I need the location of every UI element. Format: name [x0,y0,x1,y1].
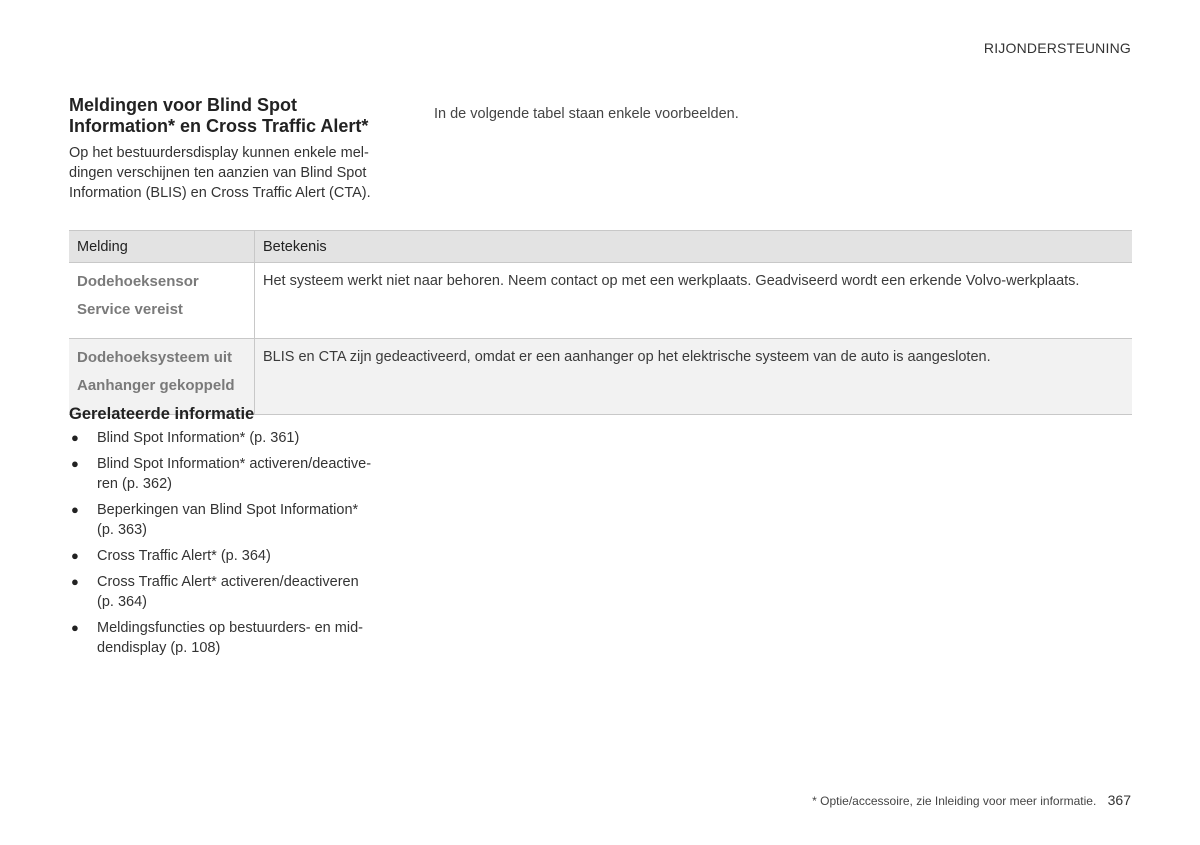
section-title [69,95,399,137]
meaning-cell: BLIS en CTA zijn gedeactiveerd, omdat er een aanhanger op het elektrische systeem van de auto is aangesloten. [255,339,1133,415]
related-link-text: (p. 364) [97,594,147,610]
page-number: 367 [1107,792,1131,808]
intro-line1: Op het bestuurdersdisplay kunnen enkele mel- [69,145,369,161]
table-header-row [69,231,1132,263]
bullet-icon: ● [71,620,79,635]
related-link-text: Cross Traffic Alert* (p. 364) [97,548,271,564]
meaning-cell: Het systeem werkt niet naar behoren. Neem contact op met een werkplaats. Geadviseerd wordt een erkende Volvo-werkplaats. [255,263,1133,339]
intro-line3: Information (BLIS) en Cross Traffic Alert (CTA). [69,185,371,201]
related-list [69,428,399,658]
related-link[interactable] [69,618,387,658]
table-intro: In de volgende tabel staan enkele voorbeelden. [434,106,739,122]
table-row [69,263,1132,339]
related-link-text: Blind Spot Information* activeren/deactive- [97,456,372,472]
section-title-line2: Information* en Cross Traffic Alert* [69,116,369,136]
intro-paragraph [69,143,399,203]
message-line: Dodehoeksensor [77,273,199,290]
column-header-melding: Melding [69,231,255,263]
related-title: Gerelateerde informatie [69,405,255,423]
table-row [69,339,1132,415]
bullet-icon: ● [71,574,79,589]
related-link-text: Cross Traffic Alert* activeren/deactiveren [97,574,359,590]
message-cell [69,263,255,339]
column-header-betekenis: Betekenis [255,231,1133,263]
related-link[interactable] [69,572,387,612]
bullet-icon: ● [71,456,79,471]
message-line: Service vereist [77,301,183,318]
messages-table [69,230,1132,415]
related-information [69,405,399,664]
related-link[interactable] [69,454,387,494]
related-link[interactable] [69,500,387,540]
message-cell [69,339,255,415]
footnote: * Optie/accessoire, zie Inleiding voor meer informatie. [812,794,1097,808]
bullet-icon: ● [71,548,79,563]
related-link-text: Meldingsfuncties op bestuurders- en mid- [97,620,363,636]
related-link-text: Blind Spot Information* (p. 361) [97,430,300,446]
related-link-text: ren (p. 362) [97,476,172,492]
related-link-text: Beperkingen van Blind Spot Information* [97,502,359,518]
page-footer [812,792,1131,808]
related-link[interactable] [69,546,387,566]
section-intro [69,95,399,203]
running-head: RIJONDERSTEUNING [983,40,1131,56]
bullet-icon: ● [71,430,79,445]
section-title-line1: Meldingen voor Blind Spot [69,95,297,115]
related-link-text: dendisplay (p. 108) [97,640,221,656]
bullet-icon: ● [71,502,79,517]
related-link[interactable] [69,428,387,448]
intro-line2: dingen verschijnen ten aanzien van Blind Spot [69,165,367,181]
message-line: Aanhanger gekoppeld [77,377,235,394]
message-line: Dodehoeksysteem uit [77,349,233,366]
related-link-text: (p. 363) [97,522,147,538]
